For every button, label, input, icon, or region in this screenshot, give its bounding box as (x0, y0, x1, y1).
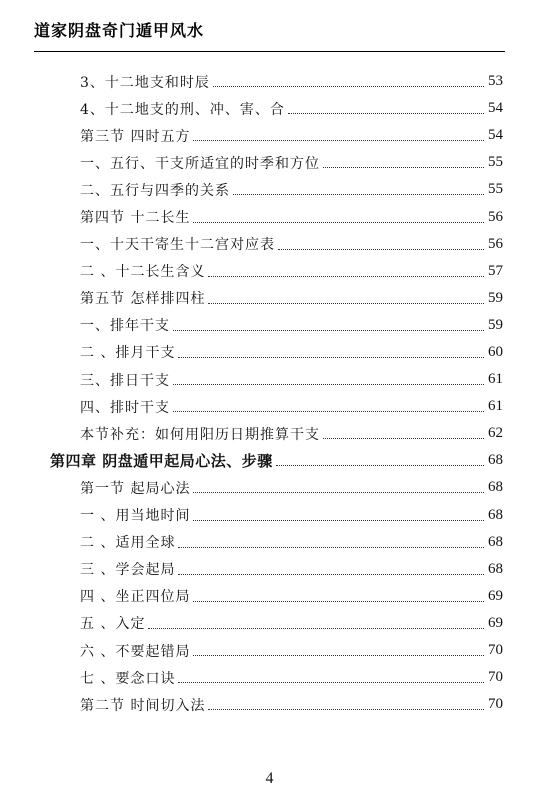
toc-entry-label: 二 、十二长生含义 (80, 264, 206, 281)
toc-entry-label: 第一节 起局心法 (80, 480, 191, 497)
toc-entry-page: 68 (488, 533, 503, 550)
toc-entry[interactable] (0, 149, 539, 176)
toc-entry-page: 53 (488, 73, 503, 90)
toc-entry-page: 69 (488, 614, 503, 631)
toc-entry[interactable] (0, 610, 539, 637)
toc-dot-leader (323, 424, 484, 439)
toc-entry-page: 69 (488, 587, 503, 604)
toc-dot-leader (278, 235, 484, 250)
toc-entry[interactable] (0, 529, 539, 556)
toc-entry-page: 56 (488, 208, 503, 225)
toc-entry[interactable] (0, 68, 539, 95)
toc-dot-leader (173, 316, 484, 331)
toc-entry-label: 二、五行与四季的关系 (80, 182, 230, 199)
toc-dot-leader (276, 451, 484, 466)
toc-dot-leader (178, 560, 484, 575)
toc-dot-leader (208, 262, 484, 277)
toc-dot-leader (178, 668, 484, 683)
toc-entry-label: 一、排年干支 (80, 318, 170, 335)
toc-entry-label: 七 、要念口诀 (80, 670, 176, 687)
toc-entry[interactable] (0, 122, 539, 149)
page-number: 4 (265, 770, 274, 787)
toc-dot-leader (173, 397, 484, 412)
toc-entry-page: 56 (488, 235, 503, 252)
toc-entry-page: 55 (488, 181, 503, 198)
header-rule (34, 51, 505, 52)
toc-dot-leader (208, 289, 484, 304)
toc-entry-page: 68 (488, 506, 503, 523)
toc-entry-page: 60 (488, 343, 503, 360)
toc-entry-page: 68 (488, 452, 503, 469)
toc-entry[interactable] (0, 556, 539, 583)
toc-dot-leader (213, 72, 484, 87)
toc-entry[interactable] (0, 664, 539, 691)
toc-entry-page: 54 (488, 100, 503, 117)
toc-dot-leader (193, 587, 484, 602)
toc-entry[interactable] (0, 285, 539, 312)
toc-dot-leader (178, 343, 484, 358)
toc-dot-leader (208, 695, 484, 710)
toc-entry-label: 四 、坐正四位局 (80, 589, 191, 606)
toc-entry[interactable] (0, 420, 539, 447)
toc-entry-label: 二 、适用全球 (80, 535, 176, 552)
toc-dot-leader (323, 153, 484, 168)
toc-entry-label: 4、十二地支的刑、冲、害、合 (80, 101, 285, 118)
toc-dot-leader (193, 208, 484, 223)
toc-entry-label: 一、十天干寄生十二宫对应表 (80, 237, 275, 254)
toc-entry[interactable] (0, 231, 539, 258)
toc-entry-page: 61 (488, 398, 503, 415)
toc-entry[interactable] (0, 637, 539, 664)
toc-entry-label: 3、十二地支和时辰 (80, 74, 210, 91)
toc-entry-page: 70 (488, 696, 503, 713)
toc-entry-label: 第五节 怎样排四柱 (80, 291, 206, 308)
toc-entry[interactable] (0, 312, 539, 339)
toc-entry-label: 第三节 四时五方 (80, 128, 191, 145)
toc-entry-label: 四、排时干支 (80, 399, 170, 416)
toc-entry-page: 70 (488, 642, 503, 659)
toc-entry-page: 68 (488, 560, 503, 577)
toc-entry-label: 一、五行、干支所适宜的时季和方位 (80, 155, 320, 172)
toc-entry-label: 第二节 时间切入法 (80, 697, 206, 714)
toc-dot-leader (193, 478, 484, 493)
toc-entry-label: 一 、用当地时间 (80, 508, 191, 525)
toc-entry[interactable] (0, 258, 539, 285)
toc-chapter-entry[interactable] (0, 447, 539, 474)
toc-entry-label: 本节补充：如何用阳历日期推算干支 (80, 426, 320, 443)
toc-dot-leader (178, 533, 484, 548)
toc-entry-label: 三 、学会起局 (80, 562, 176, 579)
toc-entry[interactable] (0, 366, 539, 393)
toc-entry-label: 五 、入定 (80, 616, 146, 633)
toc-entry-page: 57 (488, 262, 503, 279)
toc-entry[interactable] (0, 176, 539, 203)
toc-entry-page: 62 (488, 425, 503, 442)
toc-entry-page: 70 (488, 669, 503, 686)
toc-entry-label: 六 、不要起错局 (80, 643, 191, 660)
toc-entry-label: 二 、排月干支 (80, 345, 176, 362)
toc-entry-page: 59 (488, 316, 503, 333)
toc-dot-leader (193, 641, 484, 656)
toc-entry[interactable] (0, 339, 539, 366)
toc-dot-leader (173, 370, 484, 385)
toc-entry-page: 54 (488, 127, 503, 144)
toc-entry[interactable] (0, 203, 539, 230)
toc-entry-page: 61 (488, 371, 503, 388)
toc-entry-label: 三、排日干支 (80, 372, 170, 389)
toc-dot-leader (148, 614, 484, 629)
toc-entry-page: 59 (488, 289, 503, 306)
toc-entry[interactable] (0, 691, 539, 718)
toc-entry-page: 55 (488, 154, 503, 171)
toc-entry[interactable] (0, 95, 539, 122)
toc-dot-leader (288, 99, 484, 114)
toc-entry[interactable] (0, 393, 539, 420)
toc-dot-leader (233, 180, 484, 195)
toc-entry[interactable] (0, 502, 539, 529)
toc-entry-page: 68 (488, 479, 503, 496)
toc-entry[interactable] (0, 583, 539, 610)
running-header-title: 道家阴盘奇门遁甲风水 (34, 21, 205, 40)
table-of-contents (0, 68, 539, 718)
toc-dot-leader (193, 126, 484, 141)
toc-entry-label: 第四节 十二长生 (80, 210, 191, 227)
toc-entry-label: 第四章 阴盘遁甲起局心法、步骤 (50, 452, 273, 471)
toc-dot-leader (193, 506, 484, 521)
toc-entry[interactable] (0, 474, 539, 501)
